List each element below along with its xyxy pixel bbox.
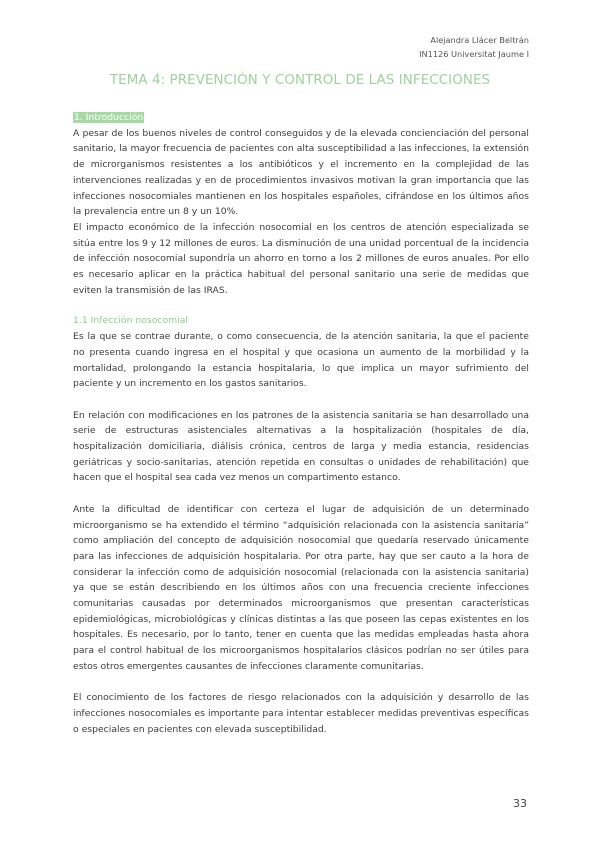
paragraph: Es la que se contrae durante, o como consecuencia, de la atención sanitaria, la que el paciente no presenta cuando ingresa en el hospital y que ocasiona un aumento de la morbilidad y la mortalidad, prolongando la estancia hospitalaria, lo que implica un mayor sufrimiento del paciente y un incremento en los gastos sanitarios. — [73, 331, 529, 390]
page-header — [419, 33, 529, 61]
institution-name: IN1126 Universitat Jaume I — [419, 49, 529, 59]
page-number: 33 — [513, 797, 527, 810]
section-heading — [73, 110, 529, 126]
paragraph: A pesar de los buenos niveles de control conseguidos y de la elevada concienciación del personal sanitario, la mayor frecuencia de pacientes con alta susceptibilidad a las infecciones, la extensión de microrganismos resistentes a los antibióticos y el incremento en la complejidad de las intervenciones realizadas y en de procedimientos invasivos motivan la gran importancia que las infecciones nosocomiales mantienen en los hospitales españoles, cifrándose en los últimos años la prevalencia entre un 8 y un 10%. — [73, 127, 529, 218]
subsection-heading: 1.1 Infección nosocomial — [73, 315, 188, 327]
document-title: TEMA 4: PREVENCIÓN Y CONTROL DE LAS INFECCIONES — [109, 73, 491, 88]
paragraph: El impacto económico de la infección nosocomial en los centros de atención especializada se sitúa entre los 9 y 12 millones de euros. La disminución de una unidad porcentual de la incidencia de infección nosocomial supondría un ahorro en torno a los 2 millones de euros anuales. Por ello es necesario aplicar en la práctica habitual del personal sanitario una serie de medidas que eviten la transmisión de las IRAS. — [73, 221, 529, 296]
document-body — [73, 110, 529, 737]
paragraph: El conocimiento de los factores de riesgo relacionados con la adquisición y desarrollo de las infecciones nosocomiales es importante para intentar establecer medidas preventivas específicas o especiales en pacientes con elevada susceptibilidad. — [73, 692, 529, 735]
section-heading-text: 1. Introducción — [74, 112, 144, 123]
author-name: Alejandra Llácer Beltrán — [430, 35, 529, 45]
paragraph: Ante la dificultad de identificar con certeza el lugar de adquisición de un determinado microorganismo se ha extendido el término “adquisición relacionada con la asistencia sanitaria” como ampliación del concepto de adquisición nosocomial que quedaría reservado únicamente para las infecciones de adquisición hospitalaria. Por otra parte, hay que ser cauto a la hora de considerar la infección como de adquisición nosocomial (relacionada con la asistencia sanitaria) ya que se están describiendo en los últimos años con una frecuencia creciente infecciones comunitarias causadas por determinados microorganismos que presentan características epidemiológicas, microbiológicas y clínicas distintas a las que poseen las cepas existentes en los hospitales. Es necesario, por lo tanto, tener en cuenta que las medidas empleadas hasta ahora para el control habitual de los microorganismos hospitalarios clásicos podrían no ser útiles para estos otros emergentes causantes de infecciones claramente comunitarias. — [73, 503, 529, 672]
paragraph: En relación con modificaciones en los patrones de la asistencia sanitaria se han desarrollado una serie de estructuras asistenciales alternativas a la hospitalización (hospitales de día, hospitalización domiciliaria, diálisis crónica, centros de larga y media estancia, residencias geriátricas y socio-sanitarias, atención repetida en consultas o unidades de rehabilitación) que hacen que el hospital sea cada vez menos un compartimento estanco. — [73, 409, 529, 484]
